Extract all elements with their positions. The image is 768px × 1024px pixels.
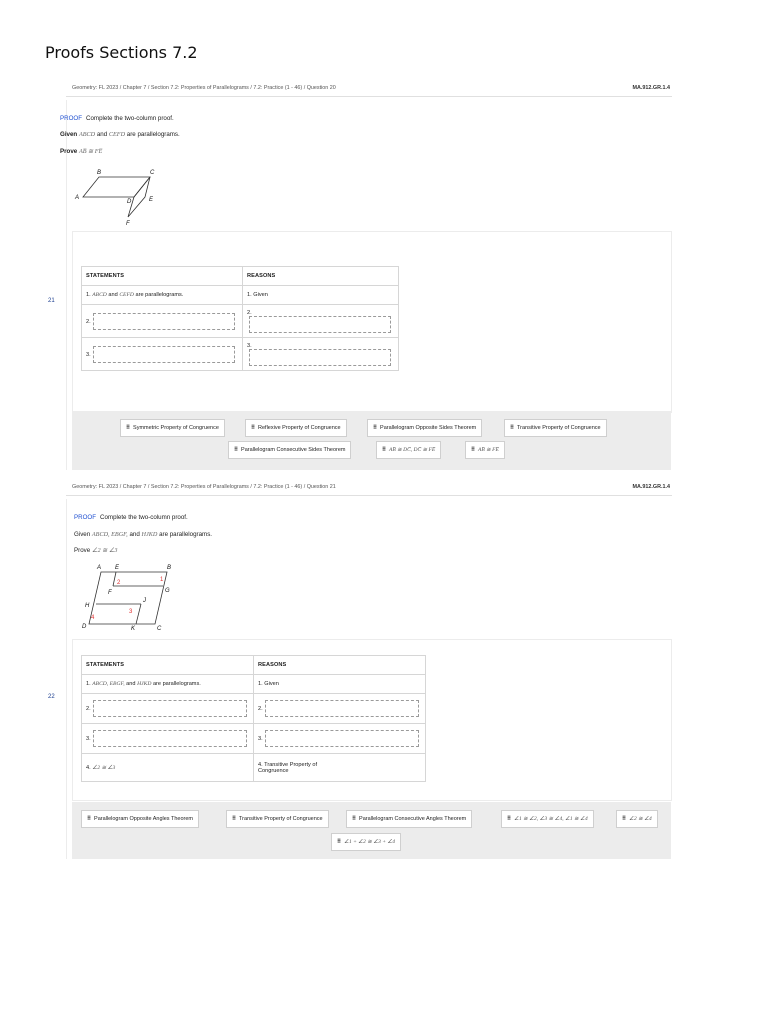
statement-2-cell: 2.: [82, 694, 254, 724]
reason-3-dropzone[interactable]: [249, 349, 391, 366]
reason-2-dropzone[interactable]: [265, 700, 419, 717]
statement-2-dropzone[interactable]: [93, 700, 247, 717]
angle-label-1: 1: [160, 577, 164, 583]
prove-line: [74, 547, 117, 554]
standard-code: MA.912.GR.1.4: [632, 484, 670, 490]
prompt-line: [60, 115, 174, 122]
angle-label-3: 3: [129, 609, 133, 615]
vertex-label-e: E: [115, 565, 120, 571]
vertex-label-b: B: [97, 170, 102, 176]
answer-chip[interactable]: ⠿ Parallelogram Consecutive Sides Theorem: [228, 441, 351, 459]
reason-3-cell: 3.: [243, 338, 399, 371]
proof-label: PROOF: [60, 115, 83, 122]
question-21-body: [60, 100, 671, 470]
statement-3-cell: 3.: [82, 338, 243, 371]
answer-chip[interactable]: ⠿ ∠1 ≅ ∠2, ∠3 ≅ ∠4, ∠1 ≅ ∠4: [501, 810, 594, 828]
answer-chip[interactable]: ⠿ Transitive Property of Congruence: [226, 810, 329, 828]
question-number: 21: [48, 298, 55, 304]
statements-header: STATEMENTS: [82, 267, 243, 286]
proof-label: PROOF: [74, 514, 97, 521]
given-line: [60, 131, 180, 138]
reason-2-cell: 2.: [243, 305, 399, 338]
answer-chip[interactable]: ⠿ ∠1 + ∠2 ≅ ∠3 + ∠4: [331, 833, 401, 851]
reason-2-dropzone[interactable]: [249, 316, 391, 333]
statement-2-dropzone[interactable]: [93, 313, 235, 330]
statement-4: 4. ∠2 ≅ ∠3: [82, 754, 254, 782]
breadcrumb[interactable]: Geometry: FL 2023 / Chapter 7 / Section 7.2: Properties of Parallelograms / 7.2: Practice (1 - 46) / Question 20: [72, 85, 336, 91]
statements-header: STATEMENTS: [82, 656, 254, 675]
statement-1: 1. ABCD, EBGF, and HJKD are parallelograms.: [82, 675, 254, 694]
breadcrumb[interactable]: Geometry: FL 2023 / Chapter 7 / Section 7.2: Properties of Parallelograms / 7.2: Practice (1 - 46) / Question 21: [72, 484, 336, 490]
answer-chip[interactable]: ⠿ Parallelogram Opposite Sides Theorem: [367, 419, 482, 437]
vertex-label-a: A: [97, 565, 102, 571]
answer-chip[interactable]: ⠿ Reflexive Property of Congruence: [245, 419, 347, 437]
vertex-label-c: C: [150, 170, 155, 176]
given-and: and: [96, 131, 108, 138]
statement-3-dropzone[interactable]: [93, 346, 235, 363]
reasons-header: REASONS: [243, 267, 399, 286]
angle-label-2: 2: [117, 580, 121, 586]
prove-line: [60, 148, 102, 155]
given-a: ABCD, EBGF,: [91, 531, 128, 538]
vertex-label-k: K: [131, 626, 136, 632]
prompt-line: [74, 514, 188, 521]
parallelograms-figure: [81, 562, 177, 632]
question-21-header: [66, 80, 672, 97]
question-22-body: [66, 499, 671, 859]
statement-1: 1. ABCD and CEFD are parallelograms.: [82, 286, 243, 305]
vertex-label-d: D: [82, 624, 87, 630]
given-tail: are parallelograms.: [126, 131, 180, 138]
proof-table: [81, 655, 426, 782]
prove-label: Prove: [60, 148, 78, 155]
prove-expression: ∠2 ≅ ∠3: [91, 547, 118, 554]
table-row: [82, 724, 426, 754]
angle-label-4: 4: [91, 615, 95, 621]
prove-label: Prove: [74, 547, 91, 554]
vertex-label-j: J: [143, 598, 146, 604]
answer-bank: [72, 411, 671, 470]
prove-expression: AB̅ ≅ FE̅: [78, 148, 103, 155]
given-label: Given: [74, 531, 91, 538]
vertex-label-a: A: [75, 195, 80, 201]
given-b: HJKD: [141, 531, 158, 538]
given-and: and: [129, 531, 140, 538]
instruction: Complete the two-column proof.: [86, 115, 174, 122]
page-title: Proofs Sections 7.2: [45, 43, 198, 62]
statement-3-cell: 3.: [82, 724, 254, 754]
proof-table: [81, 266, 399, 371]
given-label: Given: [60, 131, 78, 138]
reason-1: 1. Given: [254, 675, 426, 694]
table-row: [82, 675, 426, 694]
table-row: [82, 338, 399, 371]
reason-1: 1. Given: [243, 286, 399, 305]
reasons-header: REASONS: [254, 656, 426, 675]
answer-chip[interactable]: ⠿ Symmetric Property of Congruence: [120, 419, 225, 437]
vertex-label-e: E: [149, 197, 154, 203]
proof-work-area: [72, 231, 672, 413]
answer-chip[interactable]: ⠿ Parallelogram Consecutive Angles Theorem: [346, 810, 472, 828]
reason-3-dropzone[interactable]: [265, 730, 419, 747]
table-header-row: [82, 267, 399, 286]
reason-2-cell: 2.: [254, 694, 426, 724]
given-line: [74, 531, 212, 538]
answer-chip[interactable]: ⠿ ∠2 ≅ ∠4: [616, 810, 658, 828]
vertex-label-b: B: [167, 565, 172, 571]
question-number: 22: [48, 694, 55, 700]
answer-chip[interactable]: ⠿ Parallelogram Opposite Angles Theorem: [81, 810, 199, 828]
given-tail: are parallelograms.: [159, 531, 213, 538]
vertex-label-g: G: [165, 588, 170, 594]
statement-2-cell: 2.: [82, 305, 243, 338]
vertex-label-c: C: [157, 626, 162, 632]
given-a: ABCD: [78, 131, 96, 138]
table-header-row: [82, 656, 426, 675]
table-row: [82, 286, 399, 305]
answer-chip[interactable]: ⠿ AB̅ ≅ FE̅: [465, 441, 505, 459]
vertex-label-h: H: [85, 603, 90, 609]
table-row: [82, 694, 426, 724]
statement-3-dropzone[interactable]: [93, 730, 247, 747]
table-row: [82, 754, 426, 782]
vertex-label-f: F: [108, 590, 112, 596]
instruction: Complete the two-column proof.: [100, 514, 188, 521]
vertex-label-d: D: [127, 199, 132, 205]
vertex-label-f: F: [126, 221, 130, 227]
parallelogram-figure: [72, 166, 162, 228]
given-b: CEFD: [108, 131, 126, 138]
standard-code: MA.912.GR.1.4: [632, 85, 670, 91]
answer-chip[interactable]: ⠿ Transitive Property of Congruence: [504, 419, 607, 437]
reason-4: 4. Transitive Property of Congruence: [254, 754, 426, 782]
question-22-header: [66, 479, 672, 496]
proof-work-area: [72, 639, 672, 801]
reason-3-cell: 3.: [254, 724, 426, 754]
answer-chip[interactable]: ⠿ AB̅ ≅ DC̅, DC̅ ≅ FE̅: [376, 441, 441, 459]
answer-bank: [72, 802, 671, 859]
table-row: [82, 305, 399, 338]
